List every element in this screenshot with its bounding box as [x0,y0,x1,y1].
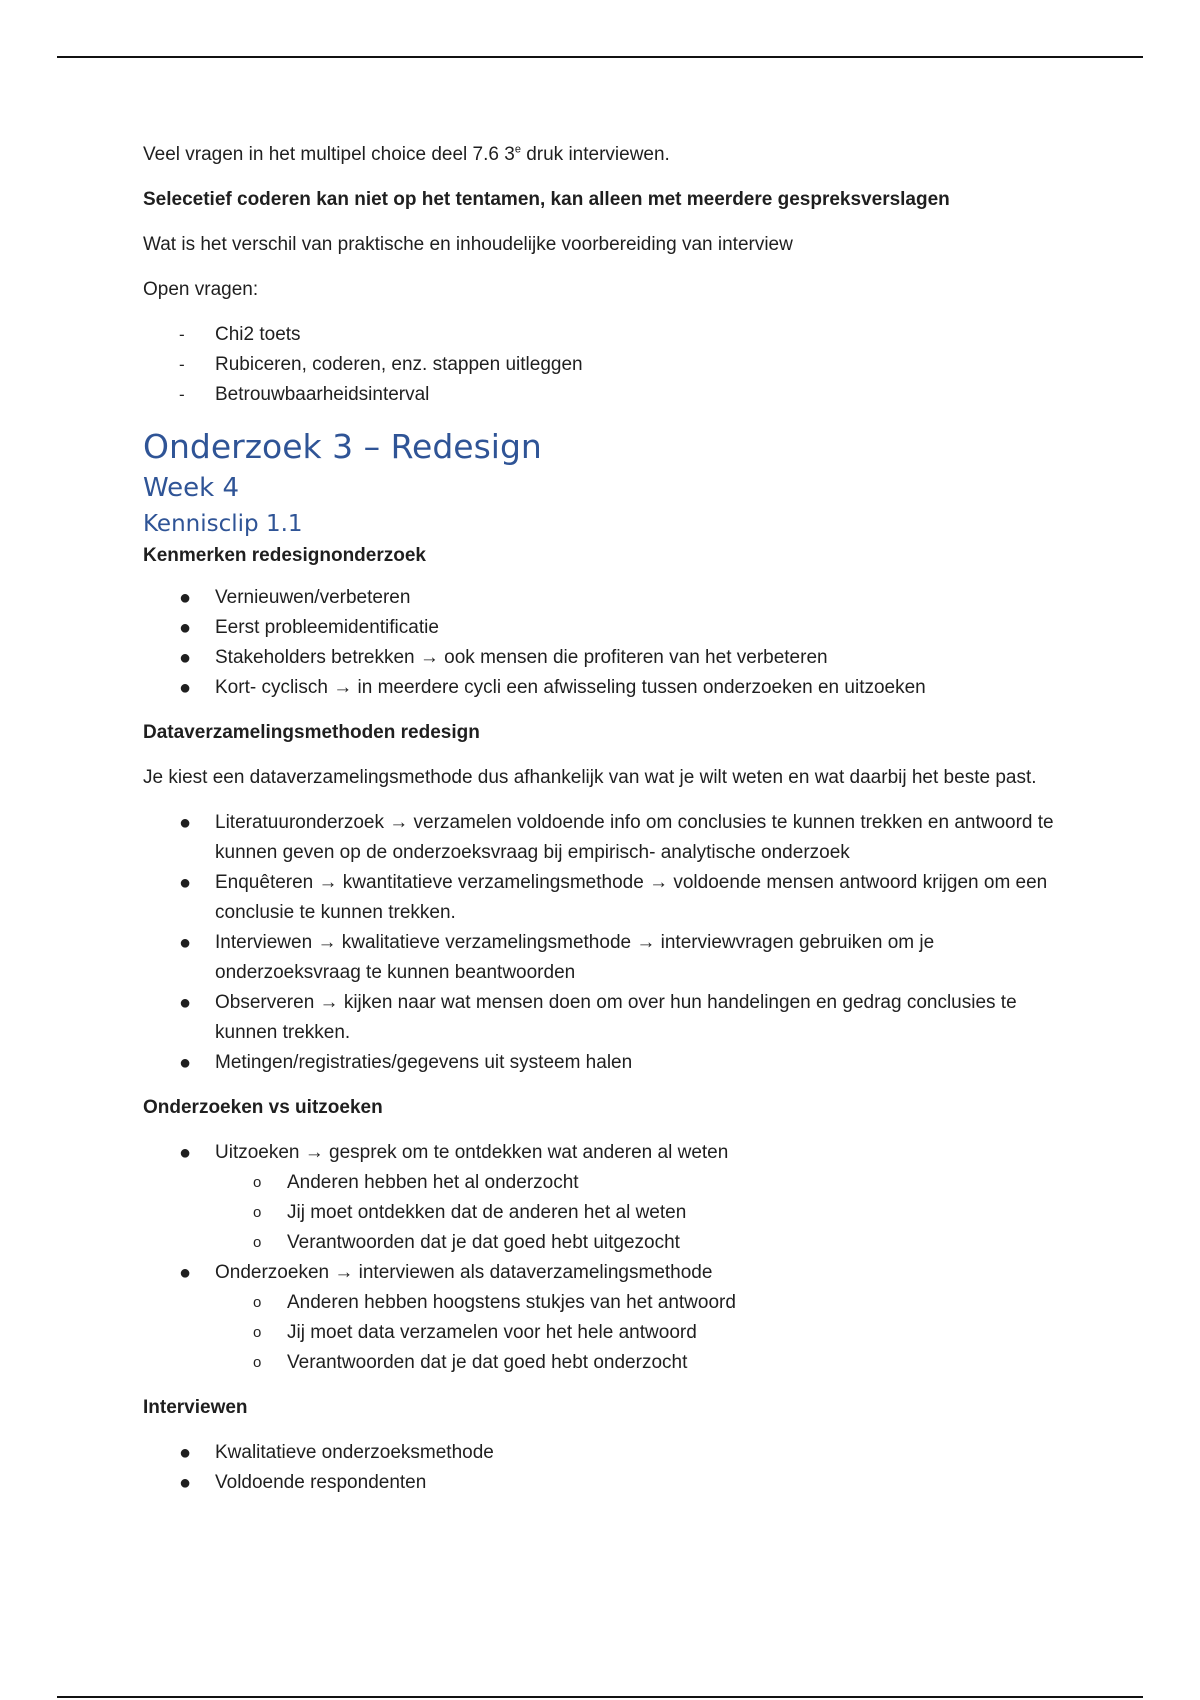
section-title-interviewen: Interviewen [143,1397,248,1418]
sub-list-item: o Jij moet ontdekken dat de anderen het al weten [143,1198,1063,1228]
circle-marker: o [253,1294,262,1311]
list-item: ● Vernieuwen/verbeteren [143,583,1063,613]
bullet-marker: ● [179,932,192,954]
dash-marker: - [179,385,185,404]
circle-marker: o [253,1324,262,1341]
sub-list-item: o Jij moet data verzamelen voor het hele antwoord [143,1318,1063,1348]
list-item: - Rubiceren, coderen, enz. stappen uitleggen [143,350,1063,380]
list-item-row: ● Onderzoeken → interviewen als dataverzamelingsmethode [143,1258,1063,1288]
list-item: ● Observeren → kijken naar wat mensen doen om over hun handelingen en gedrag conclusies te kunnen trekken. [143,988,1063,1048]
header-rule [57,56,1143,58]
list-item [143,1138,1063,1258]
sub-list-item: o Anderen hebben hoogstens stukjes van het antwoord [143,1288,1063,1318]
heading-3: Kennisclip 1.1 [143,511,303,537]
methoden-list [143,808,1063,1078]
bullet-marker: ● [179,587,192,609]
list-item [143,1258,1063,1378]
sub-list [143,1168,1063,1258]
kenmerken-list [143,583,1063,703]
circle-marker: o [253,1354,262,1371]
bullet-marker: ● [179,1142,192,1164]
sub-list-item: o Verantwoorden dat je dat goed hebt uitgezocht [143,1228,1063,1258]
heading-1: Onderzoek 3 – Redesign [143,427,542,466]
list-item: - Betrouwbaarheidsinterval [143,380,1063,410]
open-questions-list [143,320,1063,410]
list-item: ● Voldoende respondenten [143,1468,1063,1498]
bullet-marker: ● [179,1052,192,1074]
dash-marker: - [179,325,185,344]
intro-paragraph: Veel vragen in het multipel choice deel 7.6 3e druk interviewen. [143,143,670,165]
list-item: ● Literatuuronderzoek → verzamelen voldoende info om conclusies te kunnen trekken en antwoord te kunnen geven op de onderzoeksvraag bij empirisch- analytische onderzoek [143,808,1063,868]
interviewen-list [143,1438,1063,1498]
bullet-marker: ● [179,1472,192,1494]
heading-2: Week 4 [143,473,240,503]
list-item: ● Kort- cyclisch → in meerdere cycli een afwisseling tussen onderzoeken en uitzoeken [143,673,1063,703]
sub-list [143,1288,1063,1378]
document-body [143,140,1063,1513]
list-item: ● Interviewen → kwalitatieve verzamelingsmethode → interviewvragen gebruiken om je onderzoeksvraag te kunnen beantwoorden [143,928,1063,988]
sub-list-item: o Anderen hebben het al onderzocht [143,1168,1063,1198]
bullet-marker: ● [179,1442,192,1464]
list-item: ● Stakeholders betrekken → ook mensen die profiteren van het verbeteren [143,643,1063,673]
bullet-marker: ● [179,812,192,834]
open-questions-label: Open vragen: [143,279,259,300]
circle-marker: o [253,1174,262,1191]
dash-marker: - [179,355,185,374]
circle-marker: o [253,1234,262,1251]
note-bold: Selecetief coderen kan niet op het tentamen, kan alleen met meerdere gespreksverslagen [143,189,950,210]
list-item-row: ● Uitzoeken → gesprek om te ontdekken wat anderen al weten [143,1138,1063,1168]
list-item: ● Metingen/registraties/gegevens uit systeem halen [143,1048,1063,1078]
section-title-kenmerken: Kenmerken redesignonderzoek [143,545,426,566]
list-item: ● Kwalitatieve onderzoeksmethode [143,1438,1063,1468]
footer-rule [57,1696,1143,1698]
vs-list [143,1138,1063,1378]
list-item: ● Eerst probleemidentificatie [143,613,1063,643]
question-paragraph: Wat is het verschil van praktische en inhoudelijke voorbereiding van interview [143,234,793,255]
bullet-marker: ● [179,677,192,699]
methoden-intro: Je kiest een dataverzamelingsmethode dus afhankelijk van wat je wilt weten en wat daarbij het beste past. [143,767,1037,788]
bullet-marker: ● [179,992,192,1014]
section-title-methoden: Dataverzamelingsmethoden redesign [143,722,480,743]
circle-marker: o [253,1204,262,1221]
bullet-marker: ● [179,647,192,669]
bullet-marker: ● [179,1262,192,1284]
section-title-vs: Onderzoeken vs uitzoeken [143,1097,383,1118]
list-item: - Chi2 toets [143,320,1063,350]
list-item: ● Enquêteren → kwantitatieve verzamelingsmethode → voldoende mensen antwoord krijgen om een conclusie te kunnen trekken. [143,868,1063,928]
sub-list-item: o Verantwoorden dat je dat goed hebt onderzocht [143,1348,1063,1378]
bullet-marker: ● [179,872,192,894]
bullet-marker: ● [179,617,192,639]
